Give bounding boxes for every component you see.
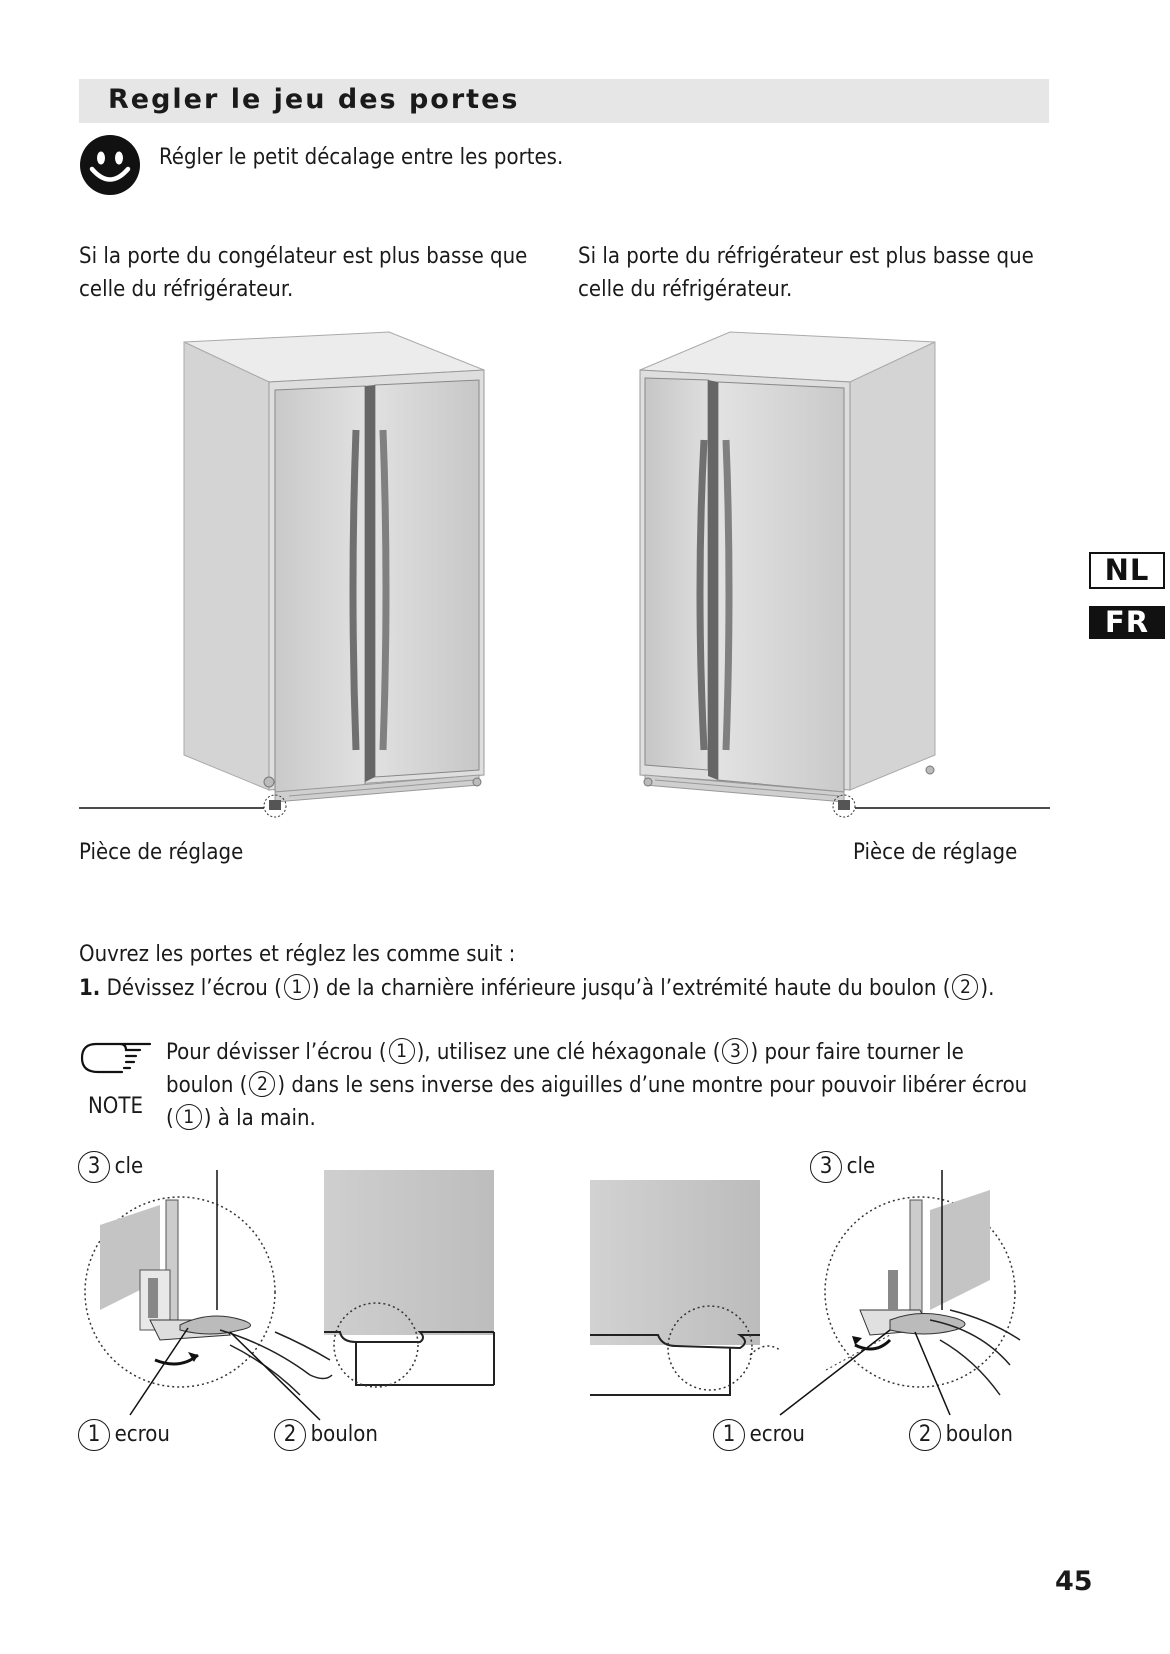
note-text: ) à la main. (203, 1106, 316, 1131)
pointing-hand-icon (80, 1040, 154, 1076)
marker-1: 1 (78, 1419, 110, 1451)
ecrou-label: ecrou (749, 1422, 805, 1447)
ecrou-marker-right (713, 1418, 805, 1451)
note-text: ) pour faire tourner le (750, 1040, 964, 1065)
note-text: Pour dévisser l’écrou ( (166, 1040, 387, 1065)
ecrou-label: ecrou (114, 1422, 170, 1447)
cle-label: cle (114, 1154, 144, 1179)
note-line-1 (166, 1036, 964, 1069)
marker-2: 2 (249, 1071, 275, 1097)
language-tab-nl[interactable]: NL (1089, 552, 1165, 589)
marker-2: 2 (909, 1419, 941, 1451)
case-left-line2: celle du réfrigérateur. (79, 277, 294, 302)
step-1-text-a: Dévissez l’écrou ( (106, 976, 282, 1001)
hinge-diagram-left (80, 1170, 500, 1440)
fridge-illustration-right (630, 330, 1050, 830)
boulon-label: boulon (945, 1422, 1013, 1447)
ecrou-marker-left (78, 1418, 170, 1451)
marker-1: 1 (389, 1038, 415, 1064)
fridge-illustration-left (79, 330, 499, 830)
marker-3: 3 (810, 1151, 842, 1183)
step-1-text-b: ) de la charnière inférieure jusqu’à l’extrémité haute du boulon ( (311, 976, 951, 1001)
hinge-diagram-right (590, 1170, 1050, 1440)
note-label: NOTE (88, 1094, 143, 1119)
boulon-marker-left (274, 1418, 378, 1451)
step-1 (79, 972, 994, 1005)
cle-marker-left (78, 1150, 143, 1183)
case-left-line1: Si la porte du congélateur est plus basse que (79, 244, 528, 269)
note-line-2 (166, 1069, 1027, 1102)
cle-label: cle (846, 1154, 876, 1179)
marker-3: 3 (78, 1151, 110, 1183)
case-left-caption: Pièce de réglage (79, 840, 244, 865)
note-text: ( (166, 1106, 174, 1131)
boulon-label: boulon (310, 1422, 378, 1447)
note-line-3 (166, 1102, 316, 1135)
section-title: Regler le jeu des portes (108, 84, 520, 115)
note-text: boulon ( (166, 1073, 248, 1098)
intro-text: Régler le petit décalage entre les portes. (159, 145, 564, 170)
marker-1: 1 (713, 1419, 745, 1451)
smiley-icon (79, 134, 141, 196)
marker-2: 2 (274, 1419, 306, 1451)
case-right-line1: Si la porte du réfrigérateur est plus basse que (578, 244, 1034, 269)
instructions-intro: Ouvrez les portes et réglez les comme suit : (79, 942, 516, 967)
cle-marker-right (810, 1150, 875, 1183)
marker-1: 1 (284, 974, 310, 1000)
boulon-marker-right (909, 1418, 1013, 1451)
page-number: 45 (1055, 1566, 1093, 1597)
step-1-text-c: ). (980, 976, 995, 1001)
marker-2: 2 (952, 974, 978, 1000)
case-right-caption: Pièce de réglage (853, 840, 1018, 865)
marker-3: 3 (722, 1038, 748, 1064)
note-text: ) dans le sens inverse des aiguilles d’une montre pour pouvoir libérer écrou (277, 1073, 1028, 1098)
language-tab-fr[interactable]: FR (1089, 606, 1165, 639)
marker-1: 1 (176, 1104, 202, 1130)
step-number: 1. (79, 976, 101, 1001)
note-text: ), utilisez une clé héxagonale ( (416, 1040, 721, 1065)
case-right-line2: celle du réfrigérateur. (578, 277, 793, 302)
